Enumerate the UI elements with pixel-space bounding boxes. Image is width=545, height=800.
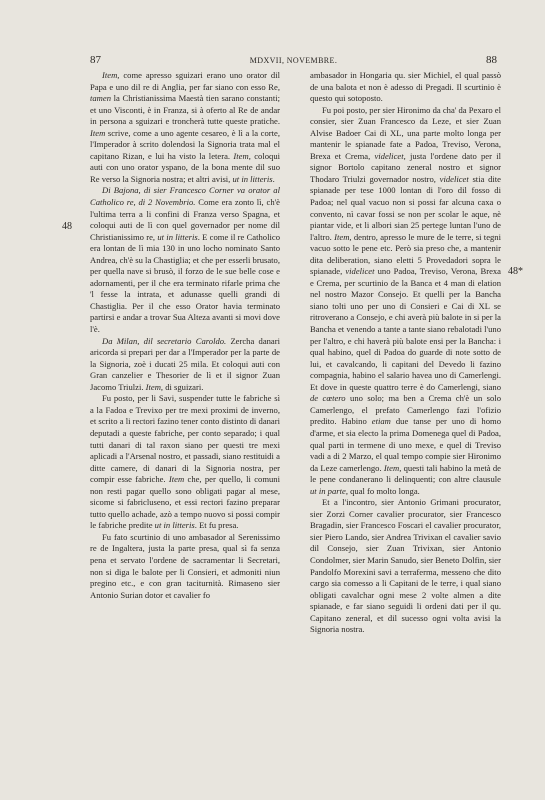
paragraph: Di Bajona, di sier Francesco Corner va orator al Catholico re, di 2 Novembrio. Come era zonto lì, ch'è l'ultima terra a li confini di Franza verso Spagna, et coloqui auti de lì con quel governador per nome dil Christianissimo re, ut in litteris. E come il re Catholico era lontan de lì mia 130 in uno locho nominato Santo Andrea, ch'è su la Chastiglia; et che per esserli brusato, per quella nave si brusò, il forzo de le sue belle cose e adornamenti, per il che era terminato rifarle prima che 'l fesse la intrata, et adunasse quelli grandi di Chastiglia. Per il che esso Orator havia terminato partirsi e andar a trovar Sua Alteza avanti si movi dove l'è. [90, 185, 280, 335]
paragraph: ambasador in Hongaria qu. sier Michiel, el qual passò de una balota et non è adesso di Pregadi. Il scurtinio è questo qui sotoposto. [310, 70, 501, 104]
paragraph: Item, come apresso sguizari erano uno orator dil Papa e uno dil re di Anglia, per far siano con esso Re, tamen la Christianissima Maestà tien sarano constanti; et uno Visconti, è in Franza, si à oferto al Re de andar in persona a sguizari e troncherà tutte queste pratiche. Item scrive, come a uno agente cesareo, è lì a la corte, l'Imperador à scrito dolendosi la Signoria trata mal el capitano Rizan, e lui ha visto la letera. Item, coloqui auti con uno orator yspano, de la bona mente dil suo Re verso la Signoria nostra; et altri avisi, ut in litteris. [90, 70, 280, 184]
paragraph: Fu posto, per li Savi, suspender tutte le fabriche sì a la Fadoa e Trevixo per tre mexi proximi de inverno, et scrito a li rectori fazino tener conto distinto di danari deputadi a queste fabriche, per conto separado; i qual tutti danari di tal raxon siano per questi tre mexi aplicadi a l'Arsenal nostro, et passadi, siano restituidi a ditte camere, di danari di la Signoria nostra, per compir esse fabriche. Item che, per quello, li comuni non resti pagar quello sono obligati pagar al mese, sicome si fabricluseno, et essi rectori fazino preparar tutto quello achade, azò a tempo nuovo si possi compir le fabriche predite ut in litteris. Et fu presa. [90, 393, 280, 531]
margin-column-number-left: 48 [62, 221, 72, 232]
page-number-left: 87 [90, 54, 101, 66]
running-header [90, 53, 497, 67]
paragraph: Fu fato scurtinio di uno ambasador al Serenissimo re de Ingaltera, justa la parte presa, qual sì fa senza pena et servato l'ordene de sacramentar li Secretari, non si diga le balote per li Consieri, et admoniti niun pregino etc., e con gran taciturnità. Rimaseno sier Antonio Surian dotor et cavalier fo [90, 531, 280, 600]
paragraph: Et a l'incontro, sier Antonio Grimani procurator, sier Zorzi Corner cavalier procurator, sier Francesco Bragadin, sier Francesco Foscari el cavalier procurator, sier Piero Lando, sier Andrea Trivixan el cavalier savio dil Consejo, sier Zuan Trivixan, sier Antonio Condolmer, sier Marin Sanudo, sier Beneto Dolfin, sier Pandolfo Morexini savi a terraferma, messeno che dito cargo sia comesso a li Capitani de le terre, i qual siano obligati cavalchar ogni mese 2 volte almen a dite spianade, e far siano seguidi li ordeni dati per il qu. Capitano zeneral, et dil sucesso ogni volta avisi la Signoria nostra. [310, 497, 501, 635]
left-column [90, 70, 280, 601]
paragraph: Fu poi posto, per sier Hironimo da cha' da Pexaro el consier, sier Zuan Francesco da Leze, et sier Zuan Alvise Badoer Cai di XL, una parte molto longa per mantenir le spianade fate a Padoa, Treviso, Verona, Brexa et Crema, videlicet, justa l'ordene dato per il signor Bortolo capitano zeneral nostro et signor Thodaro Triulzi governador nostro, videlicet stia dite spianade per tese 1000 lontan di l'oro dil fosso di Padoa; nel qual vacuo non si possi far alcuna caxa o convento, nì cavar fossi se non per scolar le aque, nè piantar vide, et li albori sian 25 pertege luntan l'uno de l'altro. Item, dentro, apresso le mure de le terre, si tegni vacuo sotto le pene etc. Però sia preso che, a mantenir dita deliberation, siano eletti 5 Provedadori sopra le spianade, videlicet uno Padoa, Treviso, Verona, Brexa e Crema, per scurtinio de la Banca et 4 man di elation nel nostro Mazor Consejo. Et quelli per la Bancha siano tolti uno per uno di Consieri e Cai di XL se ritroverano a Consejo, e chi averà più balote in si per la Bancha et venendo a tante a tante siano rebalotadi l'uno per l'altro, e chi haverà più balote ensi per la Bancha: i qual habino, quel di Padoa do guarde di note sotto de lui, et cavalcando, li capitani del Devedo li fazino compagnia, habino el salario havea uno di Camerlengi. Et dove in queste quattro terre è do Camerlengi, siano de cœtero uno solo; ma ben a Crema ch'è un solo Camerlengo, el prefato Camerlengo fazi l'ofizio predito. Habino etiam due tanse per uno di homo d'arme, et sia electo la prima Domenega quel di Padoa, qual parti in termene di uno mexe, e quel di Treviso vadi a di 2 Marzo, el qual tempo compie sier Hironimo da Leze camerlengo. Item, questi tali habino la metà de le pene condanerano li delinquenti; con altre clausule ut in parte, qual fo molto longa. [310, 104, 501, 496]
right-column [310, 70, 501, 636]
running-title: MDXVII, NOVEMBRE. [249, 56, 338, 65]
page-number-right: 88 [486, 54, 497, 66]
margin-column-number-right: 48* [508, 266, 523, 277]
paragraph: Da Milan, dil secretario Caroldo. Zercha danari aricorda si prepari per dar a l'Imperador per la parte de la Signoria, zoè i ducati 25 mila. Et coloqui auti con Gran canzelier e Thesorier de lì et il signor Zuan Jacomo Triulzi. Item, di sguizari. [90, 335, 280, 392]
